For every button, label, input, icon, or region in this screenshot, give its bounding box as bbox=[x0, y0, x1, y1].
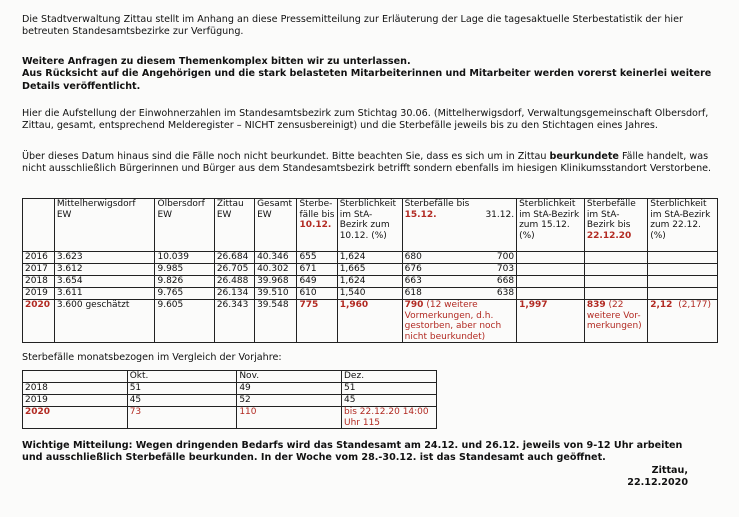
cell-olbersdorf: 10.039 bbox=[155, 252, 214, 264]
header-zittau: Zittau EW bbox=[214, 199, 254, 252]
cell-nov: 52 bbox=[237, 395, 342, 407]
cell-sterblichkeit-1: 1,665 bbox=[337, 264, 402, 276]
cell-gesamt: 39.968 bbox=[255, 276, 297, 288]
header-sterblichkeit-3: Sterblichkeit im StA-Bezirk zum 22.12.(%) bbox=[648, 199, 718, 252]
cell-dez: bis 22.12.20 14:00 Uhr 115 bbox=[342, 407, 437, 429]
cell-sterbefaelle-1: 610 bbox=[297, 288, 337, 300]
cell-empty bbox=[584, 288, 647, 300]
table-row bbox=[23, 383, 437, 395]
signature bbox=[627, 465, 688, 489]
cell-sterbefaelle-3: 839 (22 weitere Vor-merkungen) bbox=[584, 300, 647, 343]
notice-line-2: Aus Rücksicht auf die Angehörigen und die stark belasteten Mitarbeiterinnen und Mitarbeiter werden vorerst keinerlei weitere Details veröffentlicht. bbox=[22, 68, 712, 92]
cell-sterblichkeit-1: 1,624 bbox=[337, 252, 402, 264]
row-year: 2019 bbox=[23, 288, 55, 300]
cell-dez: 45 bbox=[342, 395, 437, 407]
cell-gesamt: 39.510 bbox=[255, 288, 297, 300]
row-year: 2019 bbox=[23, 395, 128, 407]
header-empty bbox=[23, 199, 55, 252]
cell-mittelherwigsdorf: 3.623 bbox=[54, 252, 155, 264]
cell-empty bbox=[648, 288, 718, 300]
cell-sterbefaelle-2: 790 (12 weitere Vormerkungen, d.h. gestorben, aber noch nicht beurkundet) bbox=[402, 300, 516, 343]
header-mittelherwigsdorf: Mittelherwigsdorf EW bbox=[54, 199, 155, 252]
date-note-bold: beurkundete bbox=[549, 151, 619, 162]
date-note-paragraph bbox=[22, 151, 720, 176]
cell-empty bbox=[648, 264, 718, 276]
cell-sterbefaelle-2: 676 703 bbox=[402, 264, 516, 276]
header-sterbefaelle-1: Sterbe-fälle bis 10.12. bbox=[297, 199, 337, 252]
cell-empty bbox=[648, 276, 718, 288]
notice-block bbox=[22, 56, 720, 93]
table-row-2020 bbox=[23, 300, 718, 343]
cell-empty bbox=[517, 276, 585, 288]
cell-sterbefaelle-1: 649 bbox=[297, 276, 337, 288]
row-year: 2018 bbox=[23, 276, 55, 288]
cell-mittelherwigsdorf: 3.654 bbox=[54, 276, 155, 288]
signature-place: Zittau, bbox=[651, 465, 688, 476]
signature-date: 22.12.2020 bbox=[627, 477, 688, 488]
cell-dez: 51 bbox=[342, 383, 437, 395]
cell-sterblichkeit-3: 2,12 (2,177) bbox=[648, 300, 718, 343]
header-dez: Dez. bbox=[342, 371, 437, 383]
cell-sterblichkeit-2: 1,997 bbox=[517, 300, 585, 343]
cell-mittelherwigsdorf: 3.600 geschätzt bbox=[54, 300, 155, 343]
date-note-text-end: Fälle handelt, was nicht ausschließlich Bürgerinnen und Bürger aus dem Standesamtsbezirk betrifft sondern ebenfalls im hiesigen Klinikumsstandort Verstorbene. bbox=[22, 151, 712, 175]
cell-olbersdorf: 9.826 bbox=[155, 276, 214, 288]
cell-empty bbox=[517, 252, 585, 264]
cell-sterbefaelle-1: 671 bbox=[297, 264, 337, 276]
cell-olbersdorf: 9.985 bbox=[155, 264, 214, 276]
cell-sterblichkeit-1: 1,540 bbox=[337, 288, 402, 300]
cell-sterbefaelle-2: 680 700 bbox=[402, 252, 516, 264]
table-row bbox=[23, 276, 718, 288]
cell-zittau: 26.684 bbox=[214, 252, 254, 264]
monthly-heading: Sterbefälle monatsbezogen im Vergleich der Vorjahre: bbox=[22, 352, 282, 363]
header-nov: Nov. bbox=[237, 371, 342, 383]
cell-nov: 49 bbox=[237, 383, 342, 395]
cell-zittau: 26.488 bbox=[214, 276, 254, 288]
important-notice: Wichtige Mitteilung: Wegen dringenden Bedarfs wird das Standesamt am 24.12. und 26.12. jeweils von 9-12 Uhr arbeiten und ausschließlich Sterbefälle beurkunden. In der Woche vom 28.-30.12. ist das Standesamt auch geöffnet. bbox=[22, 440, 683, 464]
cell-mittelherwigsdorf: 3.612 bbox=[54, 264, 155, 276]
header-empty bbox=[23, 371, 128, 383]
cell-sterbefaelle-1: 775 bbox=[297, 300, 337, 343]
header-sterblichkeit-1: Sterblichkeit im StA-Bezirk zum 10.12. (%) bbox=[337, 199, 402, 252]
intro-paragraph: Die Stadtverwaltung Zittau stellt im Anhang an diese Pressemitteilung zur Erläuterung der Lage die tagesaktuelle Sterbestatistik der hier betreuten Standesamtsbezirke zur Verfügung. bbox=[22, 14, 683, 38]
header-sterblichkeit-2: Sterblichkeit im StA-Bezirk zum 15.12.(%) bbox=[517, 199, 585, 252]
cell-empty bbox=[584, 276, 647, 288]
cell-sterblichkeit-1: 1,960 bbox=[337, 300, 402, 343]
table-row bbox=[23, 264, 718, 276]
cell-sterbefaelle-2: 618 638 bbox=[402, 288, 516, 300]
header-okt: Okt. bbox=[127, 371, 237, 383]
cell-empty bbox=[584, 264, 647, 276]
cell-zittau: 26.343 bbox=[214, 300, 254, 343]
cell-mittelherwigsdorf: 3.611 bbox=[54, 288, 155, 300]
table-row bbox=[23, 395, 437, 407]
cell-okt: 73 bbox=[127, 407, 237, 429]
cell-gesamt: 39.548 bbox=[255, 300, 297, 343]
monthly-table bbox=[22, 370, 437, 429]
cell-empty bbox=[648, 252, 718, 264]
cell-gesamt: 40.302 bbox=[255, 264, 297, 276]
cell-sterbefaelle-1: 655 bbox=[297, 252, 337, 264]
row-year: 2017 bbox=[23, 264, 55, 276]
cell-okt: 51 bbox=[127, 383, 237, 395]
table-header-row bbox=[23, 199, 718, 252]
row-year: 2016 bbox=[23, 252, 55, 264]
cell-okt: 45 bbox=[127, 395, 237, 407]
cell-olbersdorf: 9.605 bbox=[155, 300, 214, 343]
row-year-2020: 2020 bbox=[23, 407, 128, 429]
cell-empty bbox=[517, 288, 585, 300]
cell-zittau: 26.705 bbox=[214, 264, 254, 276]
mortality-table bbox=[22, 198, 718, 343]
cell-sterbefaelle-2: 663 668 bbox=[402, 276, 516, 288]
notice-line-1: Weitere Anfragen zu diesem Themenkomplex bitten wir zu unterlassen. bbox=[22, 56, 411, 67]
cell-olbersdorf: 9.765 bbox=[155, 288, 214, 300]
cell-empty bbox=[517, 264, 585, 276]
cell-gesamt: 40.346 bbox=[255, 252, 297, 264]
cell-nov: 110 bbox=[237, 407, 342, 429]
cell-zittau: 26.134 bbox=[214, 288, 254, 300]
date-note-text: Über dieses Datum hinaus sind die Fälle noch nicht beurkundet. Bitte beachten Sie, dass es sich um in Zittau bbox=[22, 151, 550, 162]
table-row bbox=[23, 288, 718, 300]
cell-empty bbox=[584, 252, 647, 264]
header-sterbefaelle-2: Sterbefälle bis 15.12. 31.12. bbox=[402, 199, 516, 252]
row-year-2020: 2020 bbox=[23, 300, 55, 343]
cell-sterblichkeit-1: 1,624 bbox=[337, 276, 402, 288]
header-sterbefaelle-3: Sterbefälle im StA-Bezirk bis 22.12.20 bbox=[584, 199, 647, 252]
row-year: 2018 bbox=[23, 383, 128, 395]
header-gesamt: Gesamt EW bbox=[255, 199, 297, 252]
table-row-2020 bbox=[23, 407, 437, 429]
header-olbersdorf: Olbersdorf EW bbox=[155, 199, 214, 252]
table-header-row bbox=[23, 371, 437, 383]
table-row bbox=[23, 252, 718, 264]
population-paragraph: Hier die Aufstellung der Einwohnerzahlen im Standesamtsbezirk zum Stichtag 30.06. (Mittelherwigsdorf, Verwaltungsgemeinschaft Olbersdorf, Zittau, gesamt, entsprechend Melderegister – NICHT zensusbereinigt) und die Sterbefälle jeweils bis zu den Stichtagen eines Jahres. bbox=[22, 108, 709, 132]
